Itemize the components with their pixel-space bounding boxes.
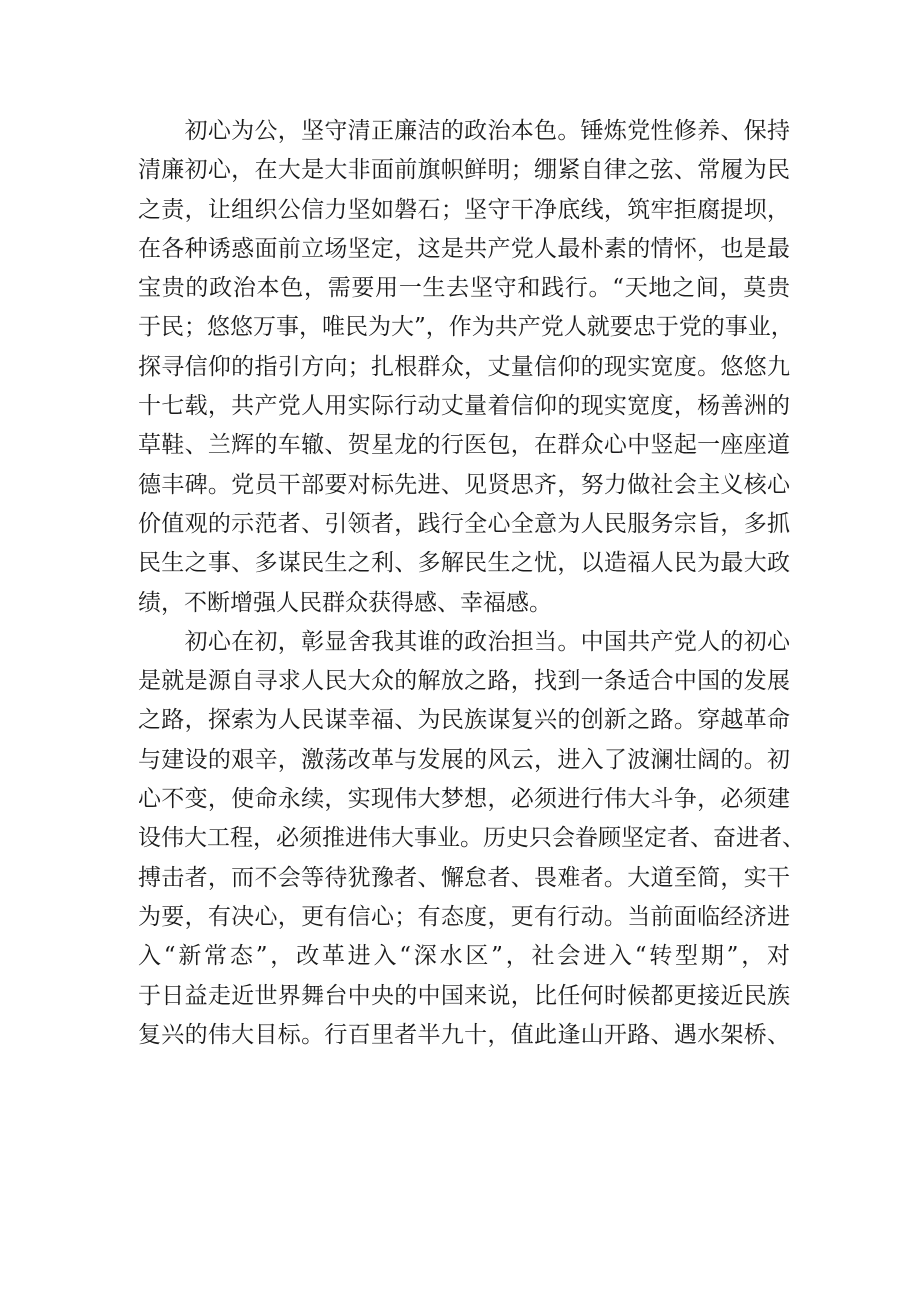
text-line: 初心在初，彰显舍我其谁的政治担当。中国共产党人的初心 xyxy=(138,628,790,655)
paragraph-1 xyxy=(138,112,794,623)
text-line: 在各种诱惑面前立场坚定，这是共产党人最朴素的情怀，也是最 xyxy=(138,235,790,262)
text-line: 心不变，使命永续，实现伟大梦想，必须进行伟大斗争，必须建 xyxy=(138,786,790,813)
text-line: 清廉初心，在大是大非面前旗帜鲜明；绷紧自律之弦、常履为民 xyxy=(138,157,790,184)
paragraph-2 xyxy=(138,623,805,1055)
text-line: 之责，让组织公信力坚如磐石；坚守干净底线，筑牢拒腐提坝， xyxy=(138,196,790,223)
text-line: 德丰碑。党员干部要对标先进、见贤思齐，努力做社会主义核心 xyxy=(138,471,790,498)
text-line: 草鞋、兰辉的车辙、贺星龙的行医包，在群众心中竖起一座座道 xyxy=(138,432,790,459)
text-line: 是就是源自寻求人民大众的解放之路，找到一条适合中国的发展 xyxy=(138,668,790,695)
body-text xyxy=(138,112,805,1055)
text-line: 于日益走近世界舞台中央的中国来说，比任何时候都更接近民族 xyxy=(138,982,790,1009)
text-line: 设伟大工程，必须推进伟大事业。历史只会眷顾坚定者、奋进者、 xyxy=(138,825,805,852)
text-line: 入“新常态”，改革进入“深水区”，社会进入“转型期”，对 xyxy=(138,943,790,970)
text-line: 复兴的伟大目标。行百里者半九十，值此逢山开路、遇水架桥、 xyxy=(138,1021,790,1048)
text-line: 宝贵的政治本色，需要用一生去坚守和践行。“天地之间，莫贵 xyxy=(138,275,790,302)
text-line: 与建设的艰辛，激荡改革与发展的风云，进入了波澜壮阔的。初 xyxy=(138,746,790,773)
text-line: 之路，探索为人民谋幸福、为民族谋复兴的创新之路。穿越革命 xyxy=(138,707,790,734)
text-line: 十七载，共产党人用实际行动丈量着信仰的现实宽度，杨善洲的 xyxy=(138,393,790,420)
text-line: 于民；悠悠万事，唯民为大”，作为共产党人就要忠于党的事业， xyxy=(138,314,794,341)
text-line: 价值观的示范者、引领者，践行全心全意为人民服务宗旨，多抓 xyxy=(138,510,790,537)
text-line: 探寻信仰的指引方向；扎根群众，丈量信仰的现实宽度。悠悠九 xyxy=(138,353,790,380)
text-line: 绩，不断增强人民群众获得感、幸福感。 xyxy=(138,589,552,616)
text-line: 为要，有决心，更有信心；有态度，更有行动。当前面临经济进 xyxy=(138,903,790,930)
text-line: 初心为公，坚守清正廉洁的政治本色。锤炼党性修养、保持 xyxy=(138,118,790,144)
text-line: 民生之事、多谋民生之利、多解民生之忧，以造福人民为最大政 xyxy=(138,550,790,577)
text-line: 搏击者，而不会等待犹豫者、懈怠者、畏难者。大道至简，实干 xyxy=(138,864,790,891)
